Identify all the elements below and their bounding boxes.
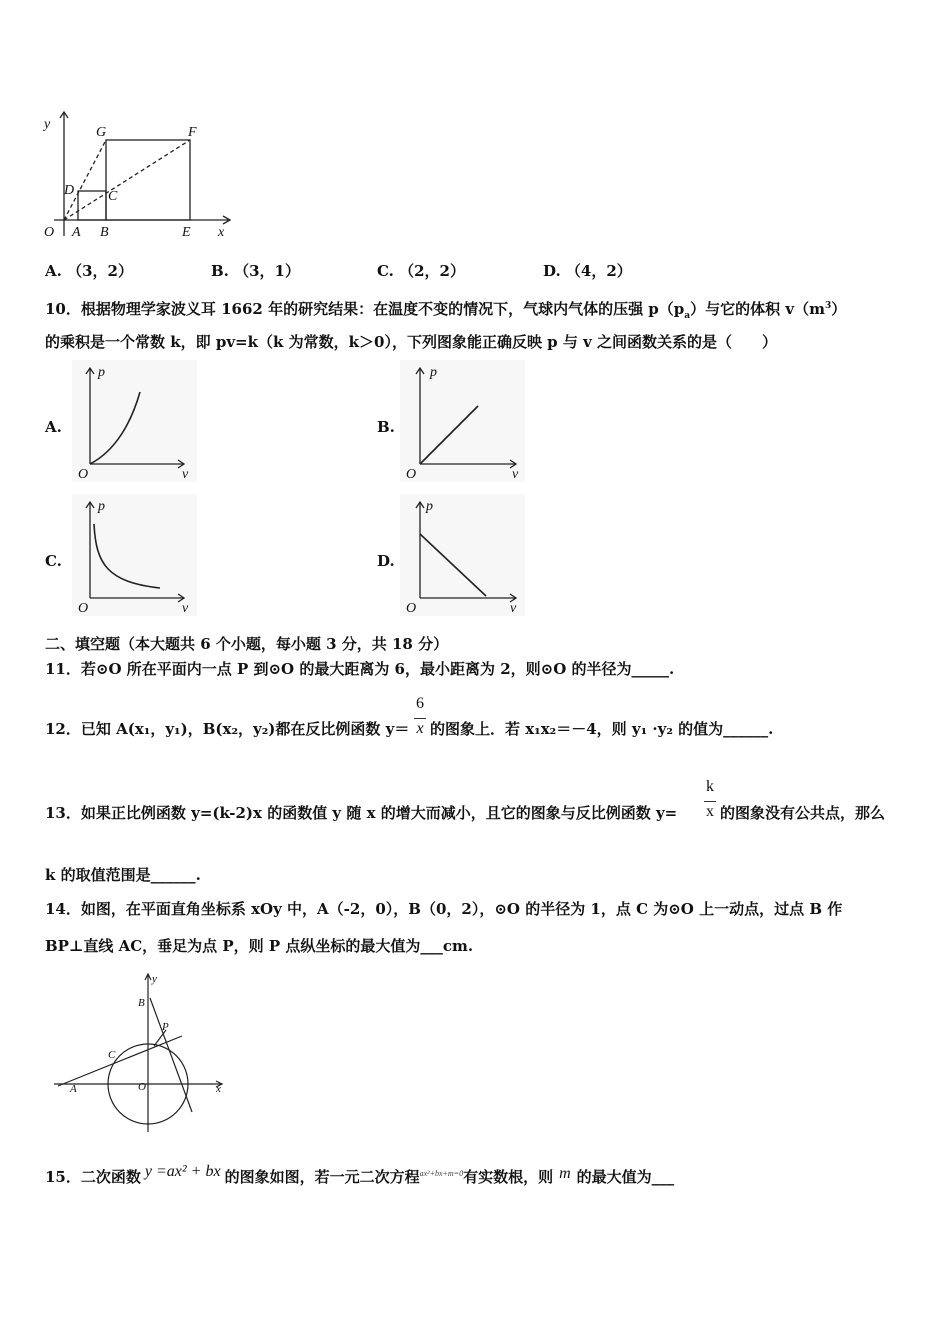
q10-b-v: v [512, 467, 519, 482]
q10-line2: 的乘积是一个常数 k，即 pv=k（k 为常数，k＞0），下列图象能正确反映 p 与 v 之间函数关系的是（ ） [45, 333, 778, 351]
q13-fraction-bar [704, 801, 716, 802]
q14-line2: BP⊥直线 AC，垂足为点 P，则 P 点纵坐标的最大值为___cm. [45, 937, 474, 955]
q10-graph-d [400, 494, 525, 616]
q12-fraction-den: x [416, 720, 424, 737]
q9-label-d: D [64, 183, 75, 198]
q10-a-p: p [98, 365, 105, 380]
q9-label-c: C [108, 189, 118, 204]
q13-line2: k 的取值范围是______. [45, 866, 201, 884]
q10-c-p: p [98, 499, 105, 514]
q10-graph-a-label: A. [45, 418, 62, 436]
q15-equation: ax²+bx+m=0 [419, 1169, 464, 1178]
q9-label-e: E [182, 225, 191, 240]
q9-label-b: B [100, 225, 109, 240]
q10-graph-c-label: C. [45, 552, 62, 570]
q14-figure [50, 968, 230, 1136]
q14-label-y: y [152, 973, 157, 985]
q13-fraction-num: k [706, 778, 714, 795]
q9-label-g: G [96, 125, 107, 140]
q12-post: 的图象上．若 x₁x₂＝－4，则 y₁ ·y₂ 的值为______. [430, 720, 774, 738]
q10-graph-b [400, 360, 525, 482]
q9-option-b: B. （3，1） [211, 262, 300, 280]
q10-graph-d-label: D. [377, 552, 395, 570]
q12-fraction-num: 6 [416, 695, 424, 712]
q10-d-o: O [406, 601, 417, 616]
q14-label-p: P [162, 1021, 169, 1033]
q12-pre: 12．已知 A(x₁，y₁)，B(x₂，y₂)都在反比例函数 y＝ [45, 720, 410, 738]
q10-graph-a [72, 360, 197, 482]
q13-fraction-den: x [706, 803, 714, 820]
q9-option-a: A. （3，2） [45, 262, 133, 280]
q14-label-a: A [70, 1083, 77, 1095]
q14-label-b: B [138, 997, 145, 1009]
q12-fraction-bar [414, 718, 426, 719]
q15-var-m: m [559, 1165, 571, 1182]
q10-b-o: O [406, 467, 417, 482]
q10-d-v: v [510, 601, 517, 616]
q9-figure [40, 108, 240, 243]
q10-a-o: O [78, 467, 89, 482]
q10-b-p: p [430, 365, 437, 380]
q9-option-d: D. （4，2） [543, 262, 632, 280]
q13-pre: 13．如果正比例函数 y=(k-2)x 的函数值 y 随 x 的增大而减小，且它的图象与反比例函数 y= [45, 804, 678, 822]
q15-line: 15．二次函数 y =ax² + bx 的图象如图，若一元二次方程$^{ax^2+bx+m=0}$有实数根，则 m 的最大值为___ [45, 1163, 675, 1186]
q9-label-a: A [72, 225, 81, 240]
q9-label-x: x [218, 225, 225, 240]
q9-label-y: y [44, 117, 51, 132]
q15-function: y =ax² + bx [144, 1163, 221, 1180]
q9-label-o: O [44, 225, 55, 240]
q11-text: 11．若⊙O 所在平面内一点 P 到⊙O 的最大距离为 6，最小距离为 2，则⊙O 的半径为_____. [45, 660, 675, 678]
q10-a-v: v [182, 467, 189, 482]
q14-label-c: C [108, 1049, 116, 1061]
q10-line1: 10．根据物理学家波义耳 1662 年的研究结果：在温度不变的情况下，气球内气体的压强 $p(p_a)$与它的体积 $v(m^3)$ [45, 300, 847, 321]
section-2-title: 二、填空题（本大题共 6 个小题，每小题 3 分，共 18 分） [45, 635, 449, 653]
q14-label-x: x [216, 1083, 221, 1095]
q9-label-f: F [188, 125, 197, 140]
q10-graph-c [72, 494, 197, 616]
q10-d-p: p [426, 499, 433, 514]
q9-option-c: C. （2，2） [377, 262, 465, 280]
q13-post: 的图象没有公共点，那么 [720, 804, 886, 822]
q14-label-o: O [138, 1081, 146, 1093]
q10-graph-b-label: B. [377, 418, 395, 436]
q10-c-o: O [78, 601, 89, 616]
q10-c-v: v [182, 601, 189, 616]
q14-line1: 14．如图，在平面直角坐标系 xOy 中，A（-2，0），B（0，2），⊙O 的半径为 1，点 C 为⊙O 上一动点，过点 B 作 [45, 900, 843, 918]
